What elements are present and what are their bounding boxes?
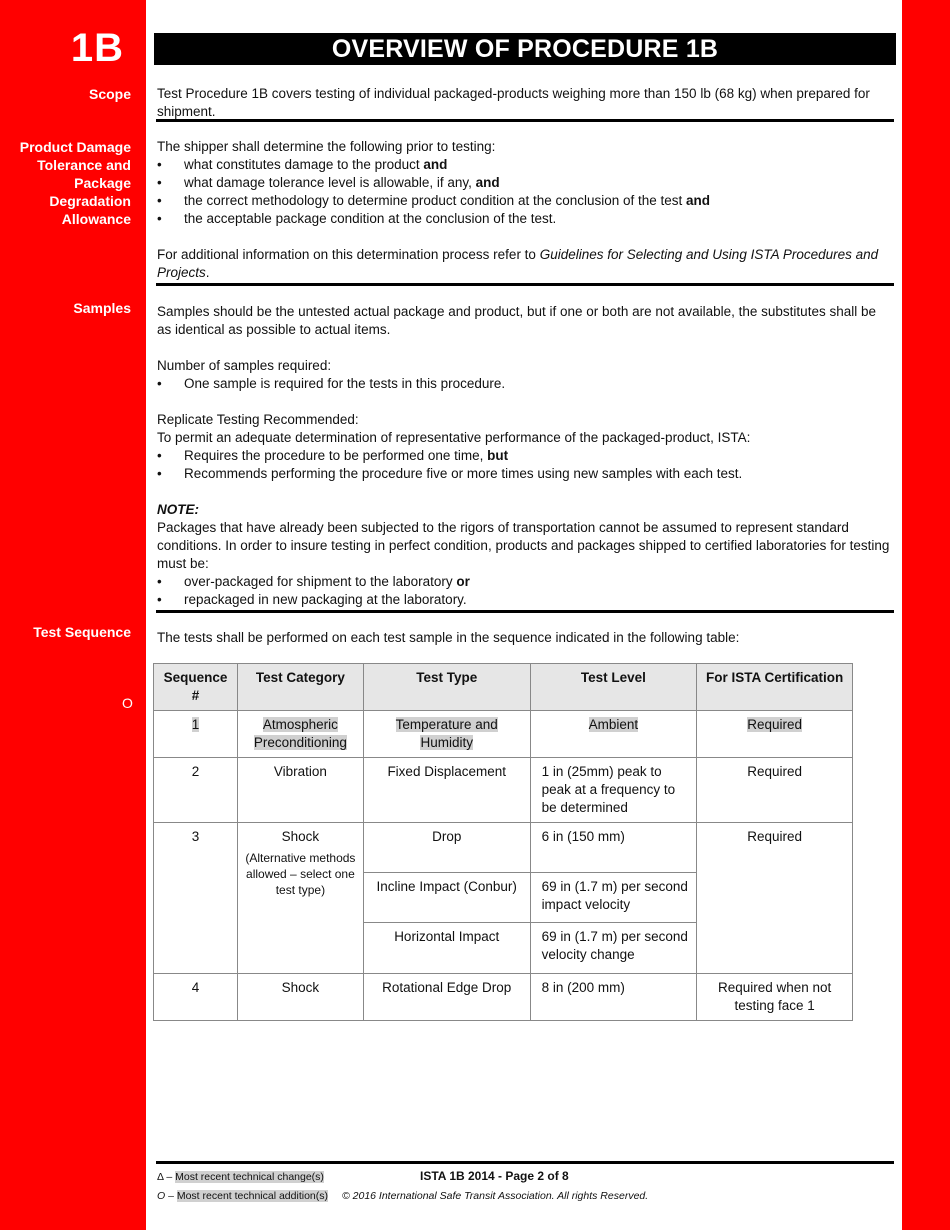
samples-number-label: Number of samples required: bbox=[157, 358, 332, 373]
highlighted-value: Required bbox=[747, 717, 803, 732]
highlighted-value: Atmospheric Preconditioning bbox=[253, 717, 347, 750]
sequence-intro: The tests shall be performed on each test sample in the sequence indicated in the following table: bbox=[157, 630, 740, 645]
cell-type: Drop bbox=[363, 823, 530, 873]
cell-category bbox=[237, 711, 363, 758]
side-label-line: Allowance bbox=[61, 211, 131, 227]
table-header-row bbox=[154, 664, 853, 711]
bullet-text: Requires the procedure to be performed one time, bbox=[184, 448, 488, 463]
highlighted-value: 1 bbox=[191, 717, 200, 732]
side-label-line: Tolerance and bbox=[37, 157, 131, 173]
test-sequence-table bbox=[153, 663, 853, 1021]
legend-text: Most recent technical change(s) bbox=[175, 1171, 324, 1183]
header-certification: For ISTA Certification bbox=[697, 664, 853, 711]
side-label-samples: Samples bbox=[73, 300, 131, 316]
info-suffix: . bbox=[205, 265, 210, 280]
sequence-section bbox=[157, 629, 893, 647]
table-row bbox=[154, 823, 853, 873]
procedure-id: 1B bbox=[70, 26, 124, 70]
table-row bbox=[154, 711, 853, 758]
section-divider bbox=[156, 119, 894, 122]
replicate-intro: To permit an adequate determination of representative performance of the packaged-product, ISTA: bbox=[157, 430, 751, 445]
section-divider bbox=[156, 610, 894, 613]
note-label: NOTE: bbox=[157, 502, 199, 517]
cell-cert: Required when not testing face 1 bbox=[697, 974, 853, 1021]
cell-level: 8 in (200 mm) bbox=[530, 974, 697, 1021]
side-label-line: Package bbox=[74, 175, 131, 191]
cell-type: Fixed Displacement bbox=[363, 758, 530, 823]
cell-type: Horizontal Impact bbox=[363, 923, 530, 974]
guidelines-reference: Guidelines for Selecting and Using ISTA Procedures and Projects bbox=[157, 247, 879, 280]
legend-prefix: Δ – bbox=[157, 1171, 176, 1183]
note-bullet: • repackaged in new packaging at the laboratory. bbox=[157, 591, 893, 609]
cell-type: Incline Impact (Conbur) bbox=[363, 873, 530, 923]
replicate-bullet: • Recommends performing the procedure five or more times using new samples with each test. bbox=[157, 465, 893, 483]
cell-level: 69 in (1.7 m) per second velocity change bbox=[530, 923, 697, 974]
table-row bbox=[154, 974, 853, 1021]
cell-level: 69 in (1.7 m) per second impact velocity bbox=[530, 873, 697, 923]
highlighted-value: Temperature and Humidity bbox=[395, 717, 498, 750]
samples-section bbox=[157, 303, 893, 609]
cell-cert: Required bbox=[697, 823, 853, 974]
footer-copyright: © 2016 International Safe Transit Association. All rights Reserved. bbox=[342, 1190, 649, 1202]
side-label-product-damage bbox=[20, 138, 131, 228]
damage-section bbox=[157, 138, 893, 282]
side-label-test-sequence: Test Sequence bbox=[33, 624, 131, 640]
cell-seq: 2 bbox=[154, 758, 238, 823]
damage-bullet bbox=[157, 192, 893, 210]
bullet-text: the acceptable package condition at the conclusion of the test. bbox=[184, 211, 557, 226]
scope-text: Test Procedure 1B covers testing of individual packaged-products weighing more than 150 lb (68 kg) when prepared for shipment. bbox=[157, 86, 870, 119]
page-title: OVERVIEW OF PROCEDURE 1B bbox=[154, 33, 896, 65]
cell-category: Shock bbox=[237, 974, 363, 1021]
footer-o-legend bbox=[157, 1189, 328, 1203]
scope-section bbox=[157, 85, 893, 121]
replicate-bullet bbox=[157, 447, 893, 465]
category-note: (Alternative methods allowed – select one test type) bbox=[245, 851, 356, 897]
footer-delta-legend bbox=[157, 1170, 324, 1184]
bullet-bold: but bbox=[487, 448, 509, 463]
header-type: Test Type bbox=[363, 664, 530, 711]
footer-page-number: ISTA 1B 2014 - Page 2 of 8 bbox=[420, 1169, 569, 1183]
category-text: Shock bbox=[281, 829, 320, 844]
legend-text: Most recent technical addition(s) bbox=[176, 1190, 328, 1202]
cell-seq: 3 bbox=[154, 823, 238, 974]
bullet-text: what damage tolerance level is allowable, if any, bbox=[184, 175, 476, 190]
damage-bullet bbox=[157, 210, 893, 228]
cell-category: Vibration bbox=[237, 758, 363, 823]
cell-cert: Required bbox=[697, 758, 853, 823]
cell-level: 6 in (150 mm) bbox=[530, 823, 697, 873]
side-label-line: Degradation bbox=[49, 193, 131, 209]
cell-seq bbox=[154, 711, 238, 758]
note-text: Packages that have already been subjected to the rigors of transportation cannot be assumed to represent standard conditions. In order to insure testing in perfect condition, products and packages shipped to certified laboratories for testing must be: bbox=[157, 520, 890, 571]
footer-divider bbox=[156, 1161, 894, 1164]
legend-prefix: O – bbox=[157, 1190, 177, 1202]
cell-type bbox=[363, 711, 530, 758]
bullet-bold: and bbox=[475, 175, 500, 190]
cell-cert bbox=[697, 711, 853, 758]
bullet-text: the correct methodology to determine product condition at the conclusion of the test bbox=[184, 193, 687, 208]
damage-bullet bbox=[157, 156, 893, 174]
bullet-bold: and bbox=[686, 193, 711, 208]
samples-intro: Samples should be the untested actual package and product, but if one or both are not available, the substitutes shall be as identical as possible to actual items. bbox=[157, 304, 876, 337]
damage-intro: The shipper shall determine the following prior to testing: bbox=[157, 139, 496, 154]
bullet-text: what constitutes damage to the product bbox=[184, 157, 424, 172]
table-row bbox=[154, 758, 853, 823]
side-label-scope: Scope bbox=[88, 86, 131, 102]
bullet-text: over-packaged for shipment to the laboratory bbox=[184, 574, 457, 589]
samples-number-bullet: • One sample is required for the tests in this procedure. bbox=[157, 375, 893, 393]
section-divider bbox=[156, 283, 894, 286]
damage-info bbox=[157, 246, 893, 282]
cell-category bbox=[237, 823, 363, 974]
info-prefix: For additional information on this determination process refer to bbox=[157, 247, 540, 262]
damage-bullet bbox=[157, 174, 893, 192]
highlighted-value: Ambient bbox=[588, 717, 639, 732]
bullet-bold: and bbox=[423, 157, 448, 172]
cell-level: 1 in (25mm) peak to peak at a frequency to be determined bbox=[530, 758, 697, 823]
note-bullet bbox=[157, 573, 893, 591]
cell-level bbox=[530, 711, 697, 758]
bullet-bold: or bbox=[456, 574, 470, 589]
right-red-margin bbox=[902, 0, 950, 1230]
header-level: Test Level bbox=[530, 664, 697, 711]
header-sequence: Sequence # bbox=[154, 664, 238, 711]
cell-type: Rotational Edge Drop bbox=[363, 974, 530, 1021]
addition-marker: O bbox=[122, 695, 133, 711]
side-label-line: Product Damage bbox=[19, 139, 131, 155]
header-category: Test Category bbox=[237, 664, 363, 711]
replicate-label: Replicate Testing Recommended: bbox=[157, 412, 359, 427]
cell-seq: 4 bbox=[154, 974, 238, 1021]
